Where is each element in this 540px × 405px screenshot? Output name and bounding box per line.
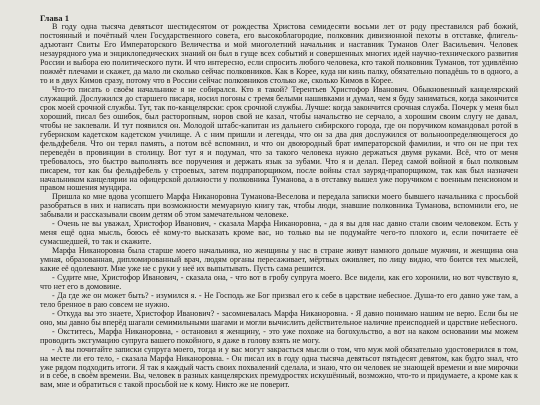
paragraph: Что-то писать о своём начальнике я не собирался. Кто я такой? Терентьев Христофор Иванович. Обыкновенный канцелярский служащий. Дослужился до старшего писаря, носил погоны с тремя белыми нашивками и думал, чем я буду заниматься, когда закончится срок моей срочной службы. Тут, так по-канцелярски: срок срочной службы. Лучше: когда закончится срочная служба. Почерк у меня был хороший, писал без ошибок, был расторопным, норов свой не казал, чтобы начальство не серчало, а хорошим своим слугу не давал, чтобы не заклевали. И тут появился он. Молодой штабс-капитан из дальнего сибирского города, где он поручиком командовал ротой в губернском кадетском кадетском училище. А с ним пришли и легенды, что он за два дня дослужился от вольноопределяющегося до фельдфебеля. Что он терял память, а потом всё вспомнил, и что он двоюродный брат императорской фамилии, и что он не при тех переведён в провинции в столицу. Вот тут я и подумал, что за такого человека нужно держаться двумя руками. Всё, что от меня требовалось, это быстро выполнять все поручения и держать язык за зубами. Что я и делал. Перед самой войной я был полковым писарем, тот как бы фельдфебель у строевых, затем подпрапорщиком, после войны стал зауряд-прапорщиком, так как был назначен начальником канцелярии на офицерской должности у полковника Туманова, а в отставку вышел уже поручиком с военным пенсионом и правом ношения мундира. (40, 84, 518, 193)
paragraph: - Окститесь, Марфа Никаноровна, - остановил я женщину, - это уже похоже на богохульство, а вот на каком основании мы можем проводить эксгумацию супруга вашего покойного, я даже в голову взять не могу. (40, 326, 518, 345)
paragraph: - Откуда вы это знаете, Христофор Иванович? - засомневалась Марфа Никаноровна. - Я давно понимаю нашим не верю. Если бы не оно, мы давно бы вперёд шагали семимильными шагами и могли вычислить действительное наличие преисподней и царствие небесного. (40, 308, 518, 327)
paragraph: - А вы почитайте записки супруга моего, тогда и у вас могут закрасться мысли о том, что муж мой обязательно удостоверился в том, на месте ли его тело, - сказала Марфа Никаноровна. - Он писал их в году одна тысяча девятьсот пятьдесят девятом, как будто знал, что уже рядом подходить итоги. Я так я каждый часть своих похвалений сделала, и знаю, что он человек не знающей времени и вне мирочки и в себе, в своём времени. Вы, человек в разных канцелярских премудростях искушённый, возможно, что-то и придумаете, а кроме как к вам, мне и обратиться с такой просьбой не к кому. Никто же не поверит. (40, 344, 518, 390)
paragraph: Марфа Никаноровна была старше моего начальника, но женщины у нас в стране живут намного дольше мужчин, и женщина она умная, образованная, дипломированный врач, людям органы пересаживает, мёртвых оживляет, по лицу видно, что боится тех мыслей, какие её одолевают. Мне уже не с руки у неё их выпытывать. Пусть сама решится. (40, 246, 518, 274)
paragraph: - Очень не вы уважал, Христофор Иванович, - сказала Марфа Никаноровна, - да я вы для нас давно стали своим человеком. Есть у меня ещё одна мысль, боюсь её кому-то высказать кроме вас, но только вы не подумайте чего-то плохого и, если почитаете её сумасшедшей, то так и скажите. (40, 219, 518, 247)
paragraph: - Да где же он может быть? - изумился я. - Не Господь же Бог призвал его к себе в царствие небесное. Душа-то его давно уже там, а тело бренное в раю совсем не нужно. (40, 290, 518, 309)
paragraph: В году одна тысяча девятьсот шестидесятом от рождества Христова семидесяти восьми лет от роду преставился раб божий, постоянный и почётный член Государственного совета, его высокоблагородие, полковник дивизионной пехоты в отставке, флигель-адъютант Свиты Его Императорского Величества и мой многолетний начальник и наставник Туманов Олег Васильевич. Человек незаурядного ума и энциклопедических знаний он был в гуще всех событий и совершенных многих идей научно-технического развития России и выбора ею политического пути. И что интересно, если спросить любого человека, кто такой полковник Туманов, тот удивлённо пожмёт плечами и скажет, да мало ли сколько сейчас полковников. Как в Корее, куда ни кинь палку, обязательно попадёшь то в одного, а то и в двух Кимов сразу, потому что в России сейчас полковников столько же, сколько Кимов в Корее. (40, 22, 518, 86)
paragraph: Пришла ко мне вдова усопшего Марфа Никаноровна Туманова-Веселова и передала записки моего бывшего начальника с просьбой разобраться в них и написать при возможности мемуарную книгу так, чтобы люди, знавшие полковника Туманова, вспомнили его, не забывали и рассказывали своим детям об этом замечательном человеке. (40, 192, 518, 220)
paragraph: - Судите мне, Христофор Иванович, - сказала она, - что вот в гробу супруга моего. Все видели, как его хоронили, но вот чувствую я, что нет его в домовине. (40, 272, 518, 291)
chapter-title: Глава 1 (40, 13, 69, 23)
